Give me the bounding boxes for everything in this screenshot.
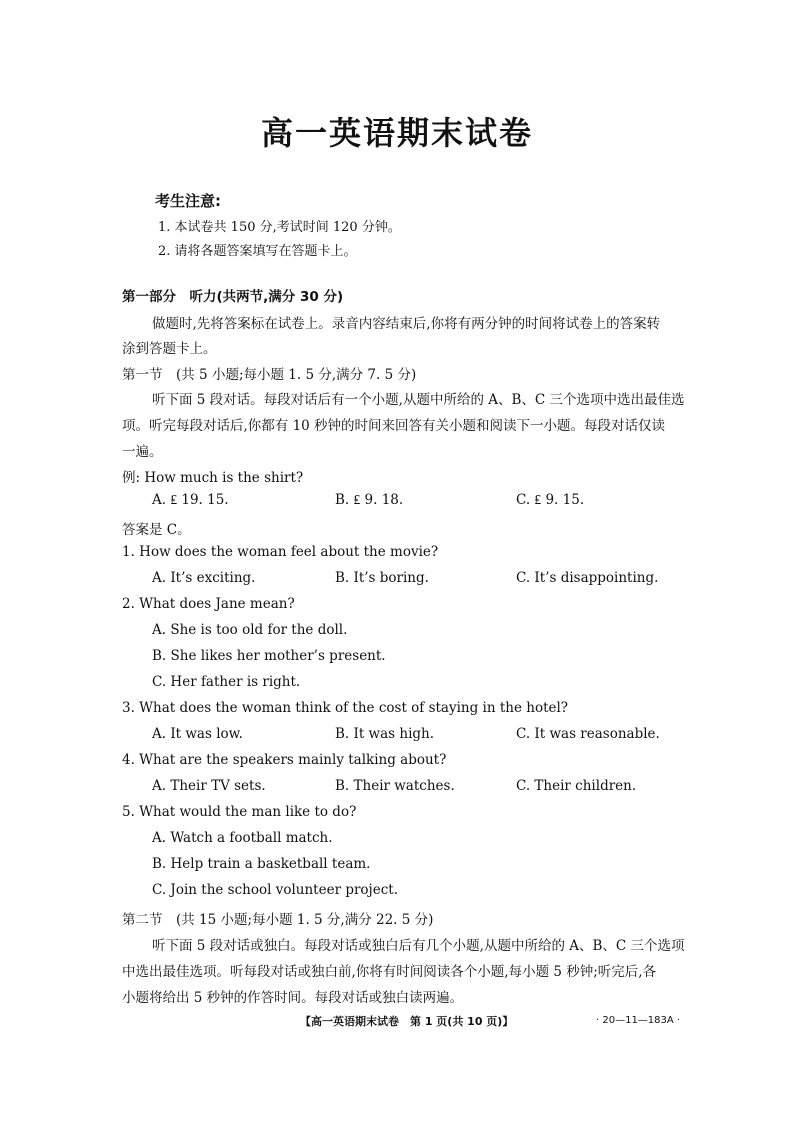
notice-item: 2. 请将各题答案填写在答题卡上。 (158, 244, 357, 259)
page-footer: 【高一英语期末试卷 第 1 页(共 10 页)】 (300, 1015, 514, 1028)
q5-option-a: A. Watch a football match. (152, 830, 333, 846)
section1-heading: 第一节 (共 5 小题;每小题 1. 5 分,满分 7. 5 分) (122, 367, 417, 383)
q2-option-c: C. Her father is right. (152, 674, 301, 690)
section2-heading: 第二节 (共 15 小题;每小题 1. 5 分,满分 22. 5 分) (122, 912, 434, 928)
part1-intro-line: 涂到答题卡上。 (122, 341, 217, 357)
q5-option-c: C. Join the school volunteer project. (152, 882, 399, 898)
example-answer: 答案是 C。 (122, 522, 191, 538)
exam-code: · 20—11—183A · (596, 1015, 681, 1026)
notice-heading: 考生注意: (155, 192, 221, 210)
section1-intro-line: 听下面 5 段对话。每段对话后有一个小题,从题中所给的 A、B、C 三个选项中选出最佳选 (152, 392, 685, 408)
question-5: 5. What would the man like to do? (122, 804, 357, 820)
q3-option-a: A. It was low. (152, 726, 243, 742)
section1-intro-line: 一遍。 (122, 444, 163, 460)
q2-option-a: A. She is too old for the doll. (152, 622, 348, 638)
question-3: 3. What does the woman think of the cost of staying in the hotel? (122, 700, 569, 716)
section2-intro-line: 听下面 5 段对话或独白。每段对话或独白后有几个小题,从题中所给的 A、B、C 三个选项 (152, 938, 685, 954)
question-1: 1. How does the woman feel about the movie? (122, 544, 439, 560)
q3-option-b: B. It was high. (335, 726, 435, 742)
section2-intro-line: 中选出最佳选项。听每段对话或独白前,你将有时间阅读各个小题,每小题 5 秒钟;听完后,各 (122, 964, 657, 980)
example-question: 例: How much is the shirt? (122, 470, 304, 486)
example-option-c: C. ₤ 9. 15. (516, 492, 585, 508)
page-title: 高一英语期末试卷 (260, 114, 533, 152)
part1-intro-line: 做题时,先将答案标在试卷上。录音内容结束后,你将有两分钟的时间将试卷上的答案转 (152, 316, 661, 332)
q1-option-b: B. It’s boring. (335, 570, 429, 586)
section2-intro-line: 小题将给出 5 秒钟的作答时间。每段对话或独白读两遍。 (122, 990, 464, 1006)
notice-item: 1. 本试卷共 150 分,考试时间 120 分钟。 (158, 220, 401, 235)
q4-option-b: B. Their watches. (335, 778, 455, 794)
part1-heading: 第一部分 听力(共两节,满分 30 分) (122, 289, 344, 305)
q3-option-c: C. It was reasonable. (516, 726, 660, 742)
q2-option-b: B. She likes her mother’s present. (152, 648, 386, 664)
q4-option-c: C. Their children. (516, 778, 637, 794)
section1-intro-line: 项。听完每段对话后,你都有 10 秒钟的时间来回答有关小题和阅读下一小题。每段对话仅读 (122, 418, 666, 434)
q4-option-a: A. Their TV sets. (152, 778, 266, 794)
question-4: 4. What are the speakers mainly talking about? (122, 752, 447, 768)
q1-option-a: A. It’s exciting. (152, 570, 256, 586)
q1-option-c: C. It’s disappointing. (516, 570, 659, 586)
example-option-b: B. ₤ 9. 18. (335, 492, 404, 508)
q5-option-b: B. Help train a basketball team. (152, 856, 371, 872)
example-option-a: A. ₤ 19. 15. (152, 492, 229, 508)
question-2: 2. What does Jane mean? (122, 596, 295, 612)
